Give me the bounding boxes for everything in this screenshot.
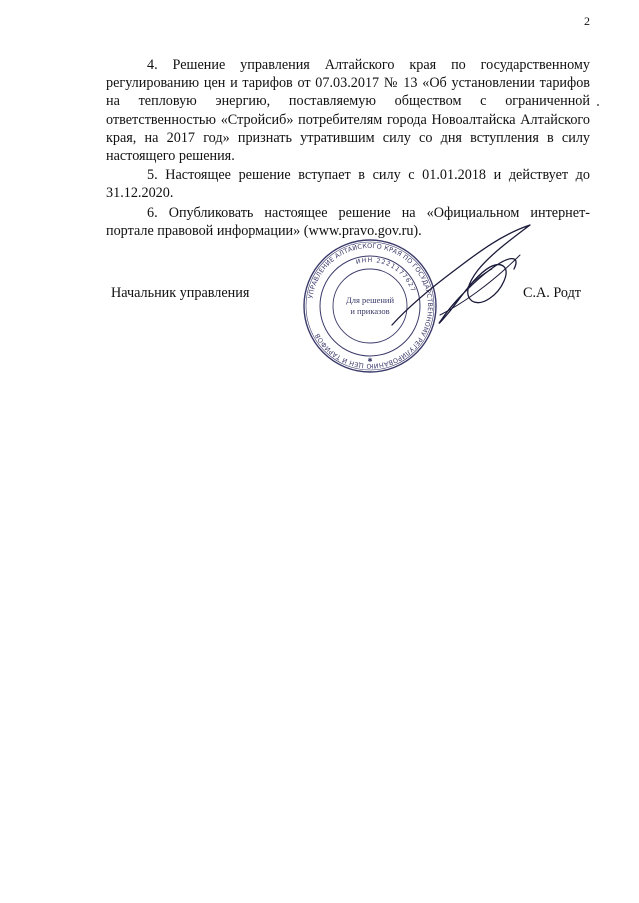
seal-star-icon: ✱ [367,357,373,364]
paragraph-4: 4. Решение управления Алтайского края по государственному регулированию цен и тарифов от 07.03.2017 № 13 «Об установлении тарифов на тепловую энергию, поставляемую обществом с ограниченной ответственностью «Стройсиб» потребителям города Новоалтайска Алтайского края, на 2017 год» признать утратившим силу со дня вступления в силу настоящего решения. [106,57,590,165]
seal-center-line2: и приказов [350,306,390,316]
stray-mark [597,104,599,106]
decision-body [106,56,590,241]
seal-ring-text: УПРАВЛЕНИЕ АЛТАЙСКОГО КРАЯ ПО ГОСУДАРСТВЕННОМУ РЕГУЛИРОВАНИЮ ЦЕН И ТАРИФОВ [306,241,435,371]
seal-inn-text: ИНН 2221177627 [355,256,417,294]
seal-center-line1: Для решений [345,295,395,305]
page-number: 2 [584,14,590,28]
paragraph-5: 5. Настоящее решение вступает в силу с 01.01.2018 и действует до 31.12.2020. [106,167,590,202]
paragraph-6: 6. Опубликовать настоящее решение на «Официальном интернет-портале правовой информации» (www.pravo.gov.ru). [106,204,590,239]
signatory-position: Начальник управления [111,285,250,301]
handwritten-signature [380,215,540,335]
signatory-name: С.А. Родт [523,285,581,301]
